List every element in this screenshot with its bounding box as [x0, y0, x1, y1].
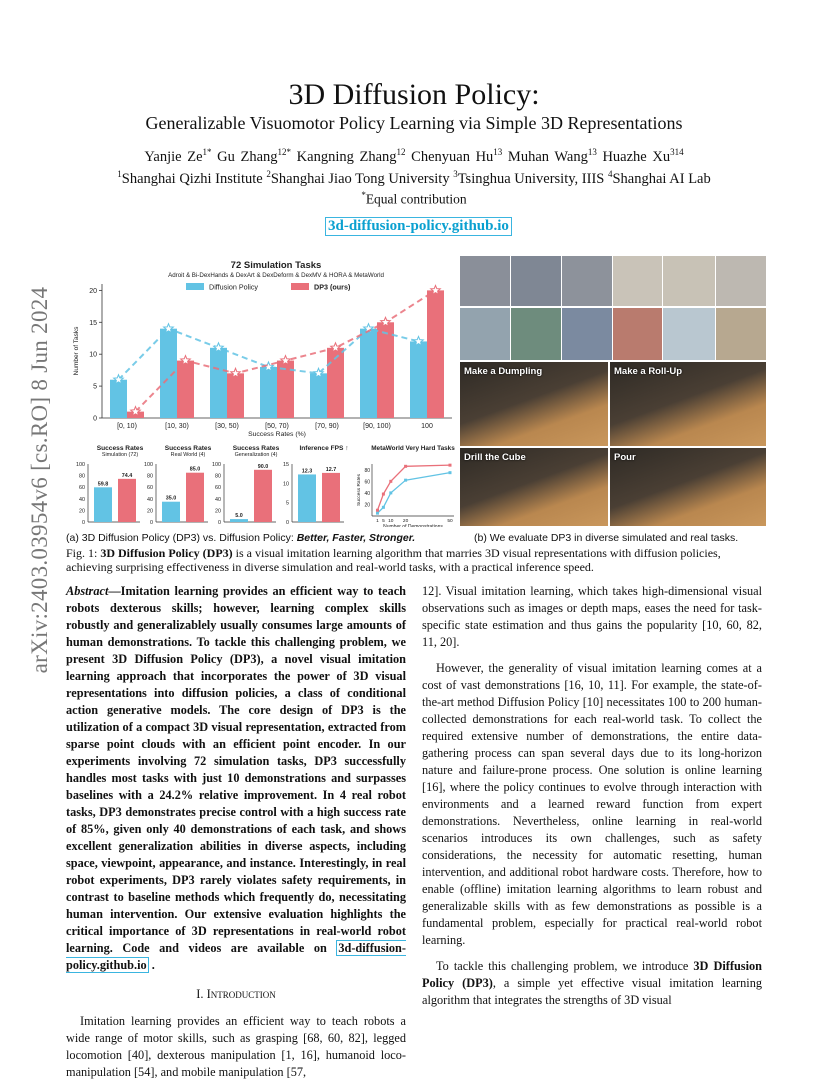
panel-title: Inference FPS ↑	[299, 445, 349, 452]
affiliation: $^2$Shanghai Jiao Tong University	[266, 169, 450, 187]
legend-swatch-dp3	[291, 283, 309, 290]
panel-tick: 0	[150, 520, 153, 526]
author-name: Yanjie $Ze^{1*}$	[144, 147, 212, 165]
panel-bar-dp3	[254, 470, 272, 522]
x-tick-label: [70, 90)	[315, 423, 339, 430]
panel-marker	[389, 491, 392, 494]
panel-subtitle: Generalization (4)	[234, 452, 278, 458]
sim-task-photo	[511, 308, 561, 360]
panel-subtitle: Real World (4)	[170, 452, 206, 458]
panel-marker	[382, 506, 385, 509]
y-tick-label: 5	[93, 383, 97, 391]
sim-task-photo	[716, 308, 766, 360]
y-tick-label: 0	[93, 415, 97, 423]
panel-tick: 60	[79, 485, 85, 492]
panel-tick: 100	[212, 462, 221, 468]
panel-tick: 80	[215, 473, 221, 480]
section-heading: I. Introduction	[196, 987, 276, 1001]
panel-tick: 20	[364, 502, 370, 509]
affiliation: $^1$Shanghai Qizhi Institute	[117, 169, 263, 187]
panel-x-tick: 50	[447, 519, 453, 524]
right-paragraph-3: To tackle this challenging problem, we introduce 3D Diffusion Policy (DP3), a simple yet effective visual imitation learning algorithm that integrates the strengths of 3D visual	[422, 959, 762, 1007]
panel-bar-dp3	[118, 479, 136, 522]
task-label: Drill the Cube	[464, 452, 526, 463]
task-photo-grid	[460, 256, 766, 526]
panel-y-label: Success Rates	[357, 474, 362, 506]
task-label: Make a Dumpling	[464, 366, 543, 377]
bar-dp	[410, 341, 427, 418]
panel-tick: 60	[147, 485, 153, 492]
main-bar-chart	[66, 256, 460, 438]
real-task-photo	[610, 448, 766, 526]
arxiv-sidebar	[12, 286, 68, 674]
panel-tick: 20	[147, 508, 153, 515]
sim-task-photo	[716, 256, 766, 306]
bar-dp	[310, 373, 327, 418]
legend-swatch-dp	[186, 283, 204, 290]
panel-marker	[389, 480, 392, 483]
panel-value-label: 90.0	[257, 463, 269, 470]
panel-tick: 80	[147, 473, 153, 480]
real-task-photo	[460, 362, 608, 446]
right-column	[422, 583, 762, 1009]
figure-caption: Fig. 1: 3D Diffusion Policy (DP3) is a visual imitation learning algorithm that marries 3D visual representations with diffusion policies, achieving surprising effectiveness in diverse simulation and real-world tasks, with a practical inference speed.	[66, 546, 721, 574]
panel-tick: 80	[79, 473, 85, 480]
panel-tick: 40	[364, 490, 370, 497]
panel-tick: 15	[283, 462, 289, 468]
chart-title: 72 Simulation Tasks	[230, 260, 322, 271]
y-axis-label: Number of Tasks	[73, 326, 80, 376]
bar-dp	[210, 348, 227, 418]
panel-tick: 40	[147, 496, 153, 503]
panel-tick: 60	[215, 485, 221, 492]
panel-tick: 40	[79, 496, 85, 503]
subcaption-b: (b) We evaluate DP3 in diverse simulated and real tasks.	[474, 532, 739, 544]
panel-marker	[376, 509, 379, 512]
panel-tick: 0	[286, 520, 289, 526]
equal-contribution-note: *Equal contribution	[361, 190, 467, 207]
project-url-link[interactable]: 3d-diffusion-policy.github.io	[325, 217, 512, 236]
author-name: Huazhe Xu$^{314}$	[602, 147, 684, 165]
paper-title: 3D Diffusion Policy:	[288, 78, 540, 111]
panel-marker	[404, 465, 407, 468]
metric-panels	[66, 442, 460, 527]
bar-dp3	[227, 373, 244, 418]
sim-task-photo	[663, 308, 715, 360]
x-axis-label: Success Rates (%)	[248, 431, 306, 438]
bar-dp3	[377, 322, 394, 418]
intro-paragraph: Imitation learning provides an efficient way to teach robots a wide range of motor skills, such as grasping [68, 60, 82], legged locomotion [40], dexterous manipulation [1, 16], humanoid loco-manipulation [54], and mobile manipulation [57,	[66, 1014, 406, 1079]
panel-line-dp	[377, 473, 450, 513]
arxiv-identifier: arXiv:2403.03954v6 [cs.RO] 8 Jun 2024	[27, 286, 52, 674]
real-task-photo	[460, 448, 608, 526]
panel-marker	[404, 479, 407, 482]
paper-subtitle: Generalizable Visuomotor Policy Learning via Simple 3D Representations	[145, 113, 683, 133]
x-tick-label: 100	[421, 423, 433, 430]
panel-marker	[449, 471, 452, 474]
panel-bar-dp3	[322, 473, 340, 522]
panel-bar-dp	[230, 519, 248, 522]
author-name: Chenyuan Hu$^{13}$	[411, 147, 503, 165]
right-paragraph-2: However, the generality of visual imitation learning comes at a cost of vast demonstrations [16, 10, 11]. For example, the state-of-the-art method Diffusion Policy [10] necessitates 100 to 200 human-collected demonstrations for each real-world task. To collect the required extensive number of demonstrations, the entire data-gathering process can span several days due to its long-horizon nature and failure-prone process. One solution is online learning [16], where the policy continues to evolve through interaction with environments and a learned reward function from expert demonstrations. Nevertheless, online learning in real-world scenarios introduces its own challenges, such as safety considerations, the necessity for automatic resetting, human intervention, and additional robot hardware costs. Therefore, how to enable (offline) imitation learning algorithms to learn robust and generalizable skills with as few demonstrations as possible is a fundamental problem, especially for practical real-world robot learning.	[422, 661, 762, 947]
chart-subtitle: Adroit & Bi-DexHands & DexArt & DexDeform & DexMV & HORA & MetaWorld	[168, 272, 384, 279]
panel-line-dp3	[377, 465, 450, 510]
legend-label-dp3: DP3 (ours)	[314, 282, 351, 292]
panel-value-label: 5.0	[235, 513, 243, 520]
panel-tick: 0	[82, 520, 85, 526]
panel-tick: 10	[283, 481, 289, 488]
panel-value-label: 12.7	[325, 466, 337, 473]
panel-value-label: 35.0	[165, 495, 177, 502]
panel-title: Success Rates	[96, 445, 144, 452]
task-label: Make a Roll-Up	[614, 366, 683, 377]
panel-tick: 80	[364, 467, 370, 474]
task-label: Pour	[614, 452, 636, 463]
panel-title: Success Rates	[164, 445, 212, 452]
panel-tick: 0	[218, 520, 221, 526]
panel-marker	[382, 493, 385, 496]
panel-subtitle: Simulation (72)	[101, 452, 139, 458]
panel-tick: 5	[286, 500, 289, 507]
panel-bar-dp3	[186, 473, 204, 522]
panel-value-label: 85.0	[189, 466, 201, 473]
affiliation: $^3$Tsinghua University, IIIS	[453, 169, 605, 187]
sim-task-photo	[562, 256, 612, 306]
y-tick-label: 10	[89, 351, 97, 359]
panel-value-label: 74.4	[121, 472, 133, 479]
panel-value-label: 59.8	[97, 481, 109, 488]
panel-tick: 100	[144, 462, 153, 468]
author-list	[0, 147, 828, 166]
sim-task-photo	[460, 256, 510, 306]
real-task-photo	[610, 362, 766, 446]
panel-x-tick: 10	[388, 519, 394, 524]
abstract-url-link[interactable]: 3d-diffusion-policy.github.io	[66, 941, 406, 972]
figure-1	[66, 256, 766, 566]
subcaption-a: (a) 3D Diffusion Policy (DP3) vs. Diffusion Policy: Better, Faster, Stronger.	[66, 532, 416, 544]
panel-x-tick: 1	[376, 519, 379, 524]
author-name: Kangning Zhang$^{12}$	[296, 147, 406, 165]
bar-dp	[260, 367, 277, 418]
y-tick-label: 15	[89, 319, 97, 327]
bar-dp	[160, 329, 177, 418]
x-tick-label: [0, 10)	[117, 423, 137, 430]
sim-task-photo	[613, 308, 662, 360]
x-tick-label: [90, 100)	[363, 423, 391, 430]
panel-tick: 100	[76, 462, 85, 468]
panel-marker	[376, 512, 379, 515]
author-name: Gu Zhang$^{12*}$	[217, 147, 292, 165]
affiliation-list	[0, 169, 828, 188]
x-tick-label: [30, 50)	[215, 423, 239, 430]
bar-dp3	[427, 290, 444, 418]
panel-title: Success Rates	[232, 445, 280, 452]
left-column	[66, 583, 406, 1081]
sim-task-photo	[460, 308, 510, 360]
x-tick-label: [10, 30)	[165, 423, 189, 430]
panel-value-label: 12.3	[301, 468, 313, 475]
legend-label-dp: Diffusion Policy	[209, 282, 259, 292]
panel-tick: 40	[215, 496, 221, 503]
sim-task-photo	[562, 308, 612, 360]
sim-task-photo	[511, 256, 561, 306]
abstract: Abstract—Imitation learning provides an efficient way to teach robots dexterous skills; however, learning complex skills robustly and generalizablely usually consumes large amounts of human demonstrations. To tackle this challenging problem, we present 3D Diffusion Policy (DP3), a novel visual imitation learning approach that incorporates the power of 3D visual representations into diffusion policies, a class of conditional action generative models. The core design of DP3 is the utilization of a compact 3D visual representation, extracted from sparse point clouds with an efficient point encoder. In our experiments involving 72 simulation tasks, DP3 successfully handles most tasks with just 10 demonstrations and surpasses baselines with a 24.2% relative improvement. In 4 real robot tasks, DP3 demonstrates precise control with a high success rate of 85%, given only 40 demonstrations of each task, and shows excellent generalization abilities in diverse aspects, including space, viewpoint, appearance, and instance. Interestingly, in real robot experiments, DP3 rarely violates safety requirements, in contrast to baseline methods which frequently do, necessitating human intervention. Our extensive evaluation highlights the critical importance of 3D representations in real-world robot learning. Code and videos are available on 3d-diffusion-policy.github.io .	[66, 584, 406, 972]
panel-x-tick: 20	[402, 519, 409, 524]
x-tick-label: [50, 70)	[265, 423, 289, 430]
right-paragraph-1: 12]. Visual imitation learning, which takes high-dimensional visual observations such as images or depth maps, eases the need for task-specific state estimation and thus gains the popularity [10, 60, 82, 11, 20].	[422, 584, 762, 649]
sim-task-photo	[663, 256, 715, 306]
panel-bar-dp	[94, 487, 112, 522]
panel-tick: 20	[215, 508, 221, 515]
panel-marker	[449, 464, 452, 467]
panel-x-tick: 5	[382, 519, 385, 524]
bar-dp	[360, 329, 377, 418]
bar-dp	[110, 380, 127, 418]
bar-dp3	[177, 361, 194, 418]
author-name: Muhan Wang$^{13}$	[507, 147, 597, 165]
panel-title: MetaWorld Very Hard Tasks	[371, 445, 455, 452]
affiliation: $^4$Shanghai AI Lab	[607, 169, 711, 187]
panel-bar-dp	[298, 474, 316, 522]
y-tick-label: 20	[89, 287, 97, 295]
panel-tick: 20	[79, 508, 85, 515]
panel-bar-dp	[162, 502, 180, 522]
panel-tick: 60	[364, 479, 370, 486]
sim-task-photo	[613, 256, 662, 306]
panel-x-label: Number of Demonstrations	[383, 524, 443, 527]
